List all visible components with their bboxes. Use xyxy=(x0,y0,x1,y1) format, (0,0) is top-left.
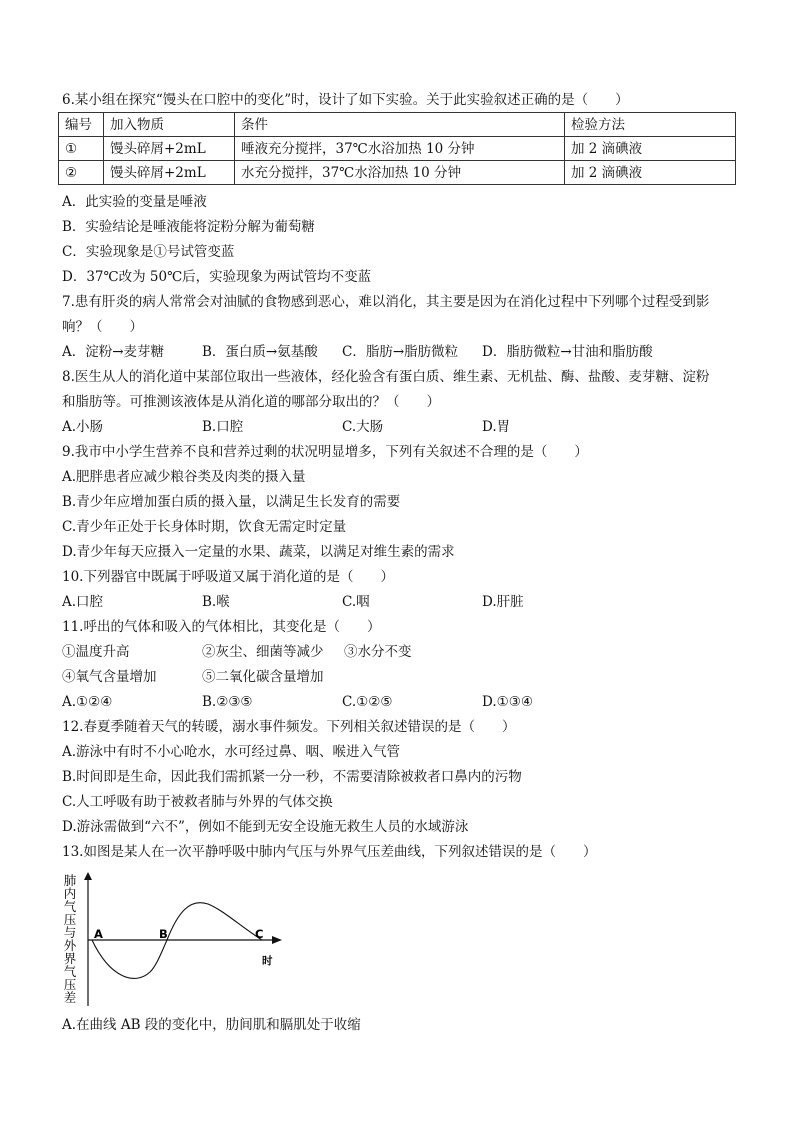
table-row xyxy=(59,137,736,161)
y-label-char: 压 xyxy=(63,977,77,992)
q11-item: ④氧气含量增加 xyxy=(62,669,157,685)
q12-option-b: B.时间即是生命，因此我们需抓紧一分一秒，不需要清除被救者口鼻内的污物 xyxy=(62,769,522,785)
q10-option-b: B.喉 xyxy=(202,594,230,610)
table-cell: 水充分搅拌，37℃水浴加热 10 分钟 xyxy=(235,161,565,185)
q7-stem-line2: 响？（ ） xyxy=(62,319,143,335)
q11-option-c: C.①②⑤ xyxy=(342,694,393,710)
table-cell: ② xyxy=(59,161,104,185)
y-label-char: 气 xyxy=(63,964,77,979)
q10-option-d: D.肝脏 xyxy=(482,594,524,610)
table-header-cell: 加入物质 xyxy=(104,113,235,137)
q10-option-c: C.咽 xyxy=(342,594,370,610)
y-label-char: 差 xyxy=(63,990,77,1005)
q11-option-d: D.①③④ xyxy=(482,694,533,710)
q11-option-b: B.②③⑤ xyxy=(202,694,253,710)
q9-option-a: A.肥胖患者应减少粮谷类及肉类的摄入量 xyxy=(62,469,306,485)
q11-stem: 11.呼出的气体和吸入的气体相比，其变化是（ ） xyxy=(62,619,381,635)
y-axis-label xyxy=(64,873,77,1005)
q9-option-b: B.青少年应增加蛋白质的摄入量，以满足生长发育的需要 xyxy=(62,494,401,510)
q7-option-b: B．蛋白质→氨基酸 xyxy=(202,344,318,360)
table-cell: 馒头碎屑+2mL xyxy=(104,137,235,161)
q12-option-d: D.游泳需做到“六不”，例如不能到无安全设施无救生人员的水域游泳 xyxy=(62,819,469,835)
table-cell: 加 2 滴碘液 xyxy=(565,137,736,161)
table-cell: ① xyxy=(59,137,104,161)
q12-option-c: C.人工呼吸有助于被救者肺与外界的气体交换 xyxy=(62,794,333,810)
q11-option-a: A.①②④ xyxy=(62,694,113,710)
q12-stem: 12.春夏季随着天气的转暖，溺水事件频发。下列相关叙述错误的是（ ） xyxy=(62,719,516,735)
q8-option-a: A.小肠 xyxy=(62,419,104,435)
q6-option-a: A．此实验的变量是唾液 xyxy=(62,194,207,210)
q13-stem: 13.如图是某人在一次平静呼吸中肺内气压与外界气压差曲线，下列叙述错误的是（ ） xyxy=(62,844,597,860)
q8-stem-line2: 和脂肪等。可推测该液体是从消化道的哪部分取出的？（ ） xyxy=(62,394,440,410)
point-c-label: C xyxy=(255,927,264,941)
table-row xyxy=(59,161,736,185)
q9-option-c: C.青少年正处于长身体时期，饮食无需定时定量 xyxy=(62,519,347,535)
q6-experiment-table xyxy=(58,112,736,185)
q6-stem: 6.某小组在探究“馒头在口腔中的变化”时，设计了如下实验。关于此实验叙述正确的是（ ） xyxy=(62,92,629,108)
table-header-cell: 条件 xyxy=(235,113,565,137)
table-cell: 加 2 滴碘液 xyxy=(565,161,736,185)
q13-option-a: A.在曲线 AB 段的变化中，肋间肌和膈肌处于收缩 xyxy=(62,1017,361,1033)
table-header-row xyxy=(59,113,736,137)
q11-item: ①温度升高 xyxy=(62,644,130,660)
y-label-char: 压 xyxy=(63,912,77,927)
q11-item: ③水分不变 xyxy=(344,644,412,660)
q8-option-c: C.大肠 xyxy=(342,419,384,435)
q6-option-c: C．实验现象是①号试管变蓝 xyxy=(62,244,235,260)
y-label-char: 肺 xyxy=(63,873,77,888)
q8-option-b: B.口腔 xyxy=(202,419,244,435)
q9-stem: 9.我市中小学生营养不良和营养过剩的状况明显增多，下列有关叙述不合理的是（ ） xyxy=(62,444,588,460)
q10-stem: 10.下列器官中既属于呼吸道又属于消化道的是（ ） xyxy=(62,569,394,585)
q10-option-a: A.口腔 xyxy=(62,594,104,610)
q8-stem-line1: 8.医生从人的消化道中某部位取出一些液体，经化验含有蛋白质、维生素、无机盐、酶、盐酸、麦芽糖、淀粉 xyxy=(62,369,710,385)
y-axis-arrow xyxy=(84,872,92,880)
x-axis-arrow xyxy=(272,936,282,944)
pressure-difference-graph xyxy=(60,870,290,1010)
q12-option-a: A.游泳中有时不小心呛水，水可经过鼻、咽、喉进入气管 xyxy=(62,744,401,760)
point-b-label: B xyxy=(159,927,168,941)
q11-item: ⑤二氧化碳含量增加 xyxy=(202,669,324,685)
q8-option-d: D.胃 xyxy=(482,419,511,435)
y-label-char: 界 xyxy=(63,951,77,966)
y-label-char: 外 xyxy=(63,938,77,953)
q7-stem-line1: 7.患有肝炎的病人常常会对油腻的食物感到恶心，难以消化，其主要是因为在消化过程中下列哪个过程受到影 xyxy=(62,294,710,310)
q6-option-d: D．37℃改为 50℃后，实验现象为两试管均不变蓝 xyxy=(62,269,372,285)
q7-option-d: D．脂肪微粒→甘油和脂肪酸 xyxy=(482,344,653,360)
table-header-cell: 检验方法 xyxy=(565,113,736,137)
y-label-char: 与 xyxy=(63,925,77,940)
table-header-cell: 编号 xyxy=(59,113,104,137)
x-axis-label: 时 xyxy=(262,955,273,967)
q7-option-a: A．淀粉→麦芽糖 xyxy=(62,344,165,360)
q6-option-b: B．实验结论是唾液能将淀粉分解为葡萄糖 xyxy=(62,219,315,235)
q9-option-d: D.青少年每天应摄入一定量的水果、蔬菜，以满足对维生素的需求 xyxy=(62,544,455,560)
q7-option-c: C．脂肪→脂肪微粒 xyxy=(342,344,459,360)
table-cell: 馒头碎屑+2mL xyxy=(104,161,235,185)
table-cell: 唾液充分搅拌，37℃水浴加热 10 分钟 xyxy=(235,137,565,161)
y-label-char: 气 xyxy=(63,899,77,914)
point-a-label: A xyxy=(94,927,103,941)
y-label-char: 内 xyxy=(63,886,77,901)
q11-item: ②灰尘、细菌等减少 xyxy=(202,644,324,660)
